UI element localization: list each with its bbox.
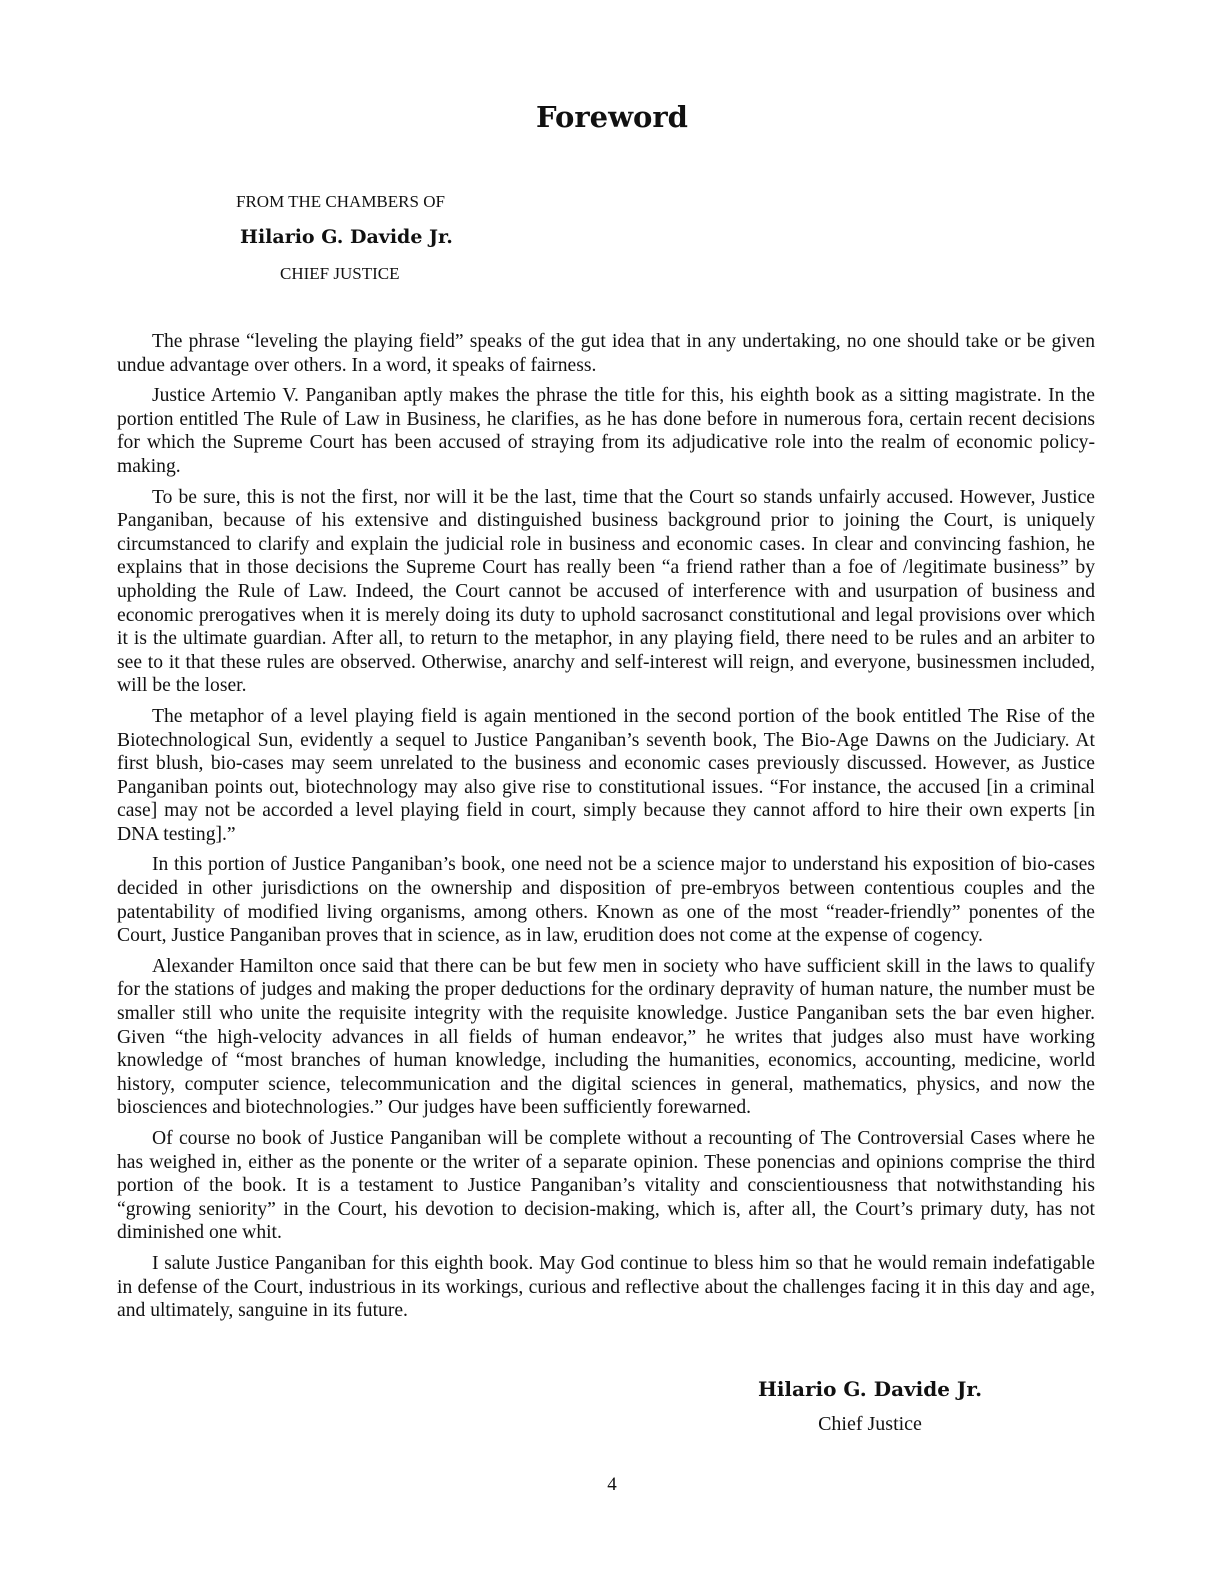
body-paragraph: I salute Justice Panganiban for this eighth book. May God continue to bless him so that he would remain indefatigable in defense of the Court, industrious in its workings, curious and reflective about the challenges facing it in this day and age, and ultimately, sanguine in its future. [117,1252,1095,1322]
page-number: 4 [607,1474,617,1495]
signature-block [720,1377,1020,1436]
body-paragraph: In this portion of Justice Panganiban’s book, one need not be a science major to understand his exposition of bio-cases decided in other jurisdictions on the ownership and disposition of pre-embryos between contentious couples and the patentability of modified living organisms, among others. Known as one of the most “reader-friendly” ponentes of the Court, Justice Panganiban proves that in science, as in law, erudition does not come at the expense of cogency. [117,854,1095,947]
body-paragraph: Of course no book of Justice Panganiban will be complete without a recounting of The Controversial Cases where he has weighed in, either as the ponente or the writer of a separate opinion. These ponencias and opinions comprise the third portion of the book. It is a testament to Justice Panganiban’s vitality and conscientiousness that notwithstanding his “growing seniority” in the Court, his devotion to decision-making, which is, after all, the Court’s primary duty, has not diminished one whit. [117,1128,1095,1244]
body-paragraph: Justice Artemio V. Panganiban aptly makes the phrase the title for this, his eighth book as a sitting magistrate. In the portion entitled The Rule of Law in Business, he clarifies, as he has done before in numerous fora, certain recent decisions for which the Supreme Court has been accused of straying from its adjudicative role into the realm of economic policy-making. [117,385,1095,477]
body-paragraph: The metaphor of a level playing field is again mentioned in the second portion of the book entitled The Rise of the Biotechnological Sun, evidently a sequel to Justice Panganiban’s seventh book, The Bio-Age Dawns on the Judiciary. At first blush, bio-cases may seem unrelated to the business and economic cases previously discussed. However, as Justice Panganiban points out, biotechnology may also give rise to constitutional issues. “For instance, the accused [in a criminal case] may not be accorded a level playing field in court, simply because they cannot afford to hire their own experts [in DNA testing].” [117,705,1095,845]
page-title: Foreword [536,100,688,134]
signature-name: Hilario G. Davide Jr. [757,1377,983,1401]
body-paragraph: Alexander Hamilton once said that there can be but few men in society who have sufficient skill in the laws to qualify for the stations of judges and making the proper deductions for the ordinary depravity of human nature, the number must be smaller still who unite the requisite integrity with the requisite knowledge. Justice Panganiban sets the bar even higher. Given “the high-velocity advances in all fields of human endeavor,” he writes that judges also must have working knowledge of “most branches of human knowledge, including the humanities, economics, accounting, medicine, world history, computer science, telecommunication and the digital sciences in general, mathematics, physics, and now the biosciences and biotechnologies.” Our judges have been sufficiently forewarned. [117,955,1095,1119]
body-paragraph: The phrase “leveling the playing field” speaks of the gut idea that in any undertaking, no one should take or be given undue advantage over others. In a word, it speaks of fairness. [117,331,1095,376]
chambers-name: Hilario G. Davide Jr. [240,226,453,248]
foreword-body [117,330,1095,1330]
chambers-role: CHIEF JUSTICE [280,264,400,283]
chambers-from-line: FROM THE CHAMBERS OF [236,192,445,211]
signature-role: Chief Justice [818,1413,922,1435]
body-paragraph: To be sure, this is not the first, nor will it be the last, time that the Court so stands unfairly accused. However, Justice Panganiban, because of his extensive and distinguished business background prior to joining the Court, is uniquely circumstanced to clarify and explain the judicial role in business and economic cases. In clear and convincing fashion, he explains that in those decisions the Supreme Court has really been “a friend rather than a foe of /legitimate business” by upholding the Rule of Law. Indeed, the Court cannot be accused of interference with and usurpation of business and economic prerogatives when it is merely doing its duty to uphold sacrosanct constitutional and legal provisions over which it is the ultimate guardian. After all, to return to the metaphor, in any playing field, there need to be rules and an arbiter to see to it that these rules are observed. Otherwise, anarchy and self-interest will reign, and everyone, businessmen included, will be the loser. [117,486,1095,697]
